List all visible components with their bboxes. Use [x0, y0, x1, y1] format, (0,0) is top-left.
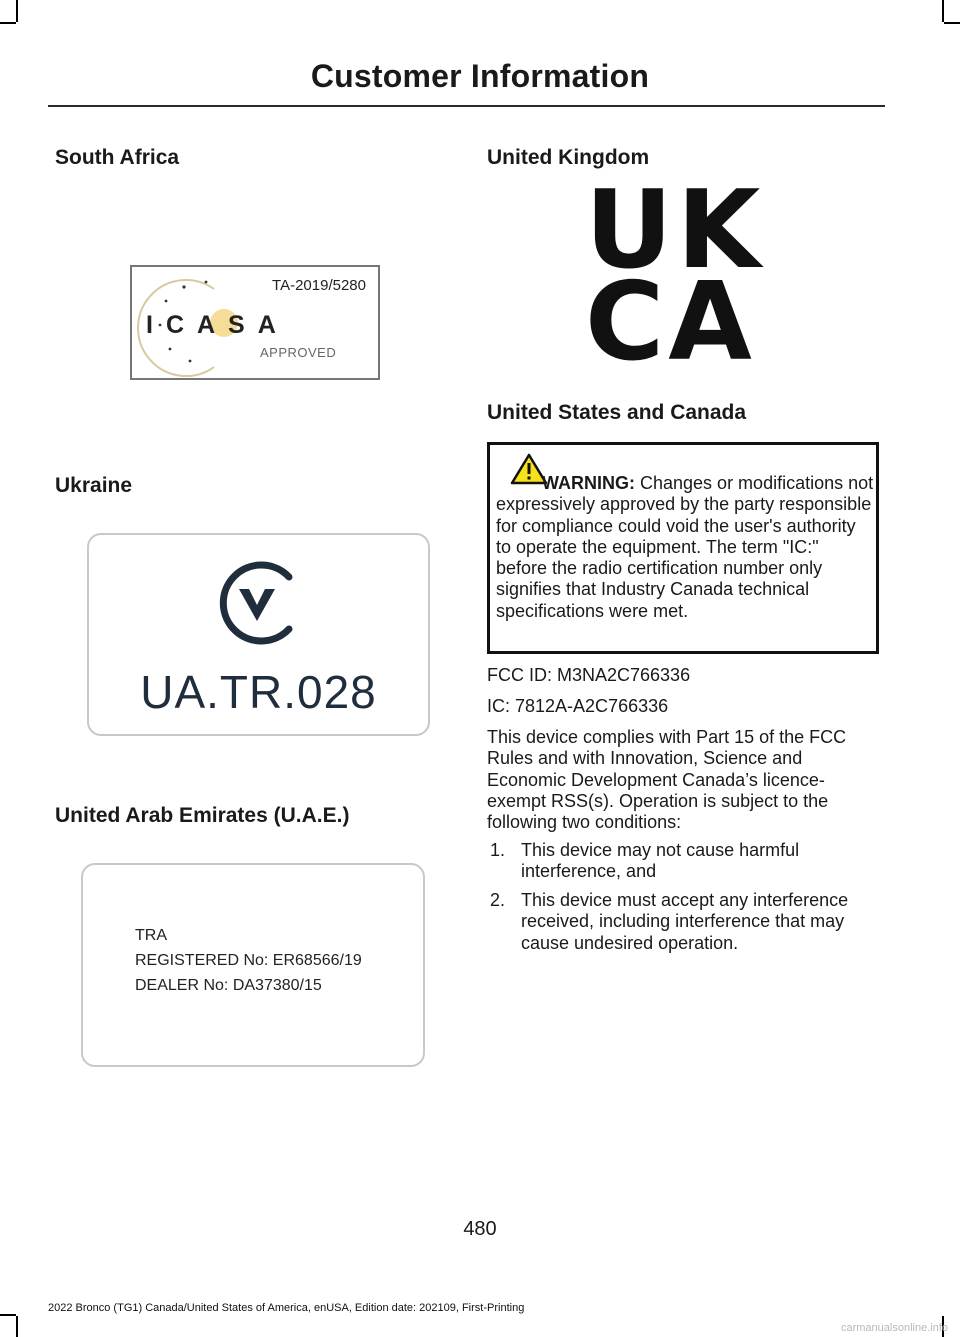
page-number: 480	[463, 1218, 497, 1240]
list-text: This device may not cause harmful interference, and	[521, 840, 800, 882]
compliance-statement: This device complies with Part 15 of the FCC Rules and with Innovation, Science and Economic Development Canada’s licence-exempt RSS(s). Operation is subject to the following two conditions:	[487, 727, 847, 833]
crop-mark	[944, 22, 960, 24]
heading-us-canada: United States and Canada	[487, 401, 747, 424]
crop-mark	[942, 0, 944, 22]
warning-text	[496, 473, 874, 622]
list-number: 2.	[490, 890, 506, 910]
heading-united-kingdom: United Kingdom	[487, 146, 650, 169]
title-rule	[48, 105, 885, 107]
fcc-id: FCC ID: M3NA2C766336	[487, 665, 691, 685]
ukraine-mark-label	[87, 533, 430, 736]
crop-mark	[0, 22, 16, 24]
heading-ukraine: Ukraine	[55, 474, 133, 497]
crop-mark	[16, 0, 18, 22]
ukca-mark	[585, 168, 785, 385]
footer-text: 2022 Bronco (TG1) Canada/United States of America, enUSA, Edition date: 202109, First-Printing	[48, 1302, 525, 1314]
heading-uae: United Arab Emirates (U.A.E.)	[55, 804, 350, 827]
crop-mark	[0, 1314, 16, 1316]
tra-line: TRA	[135, 927, 167, 944]
warning-box	[487, 442, 879, 654]
tra-line: REGISTERED No: ER68566/19	[135, 952, 362, 969]
warning-lead: WARNING:	[542, 473, 635, 493]
ic-number: IC: 7812A-A2C766336	[487, 696, 669, 716]
ukraine-conformity-icon	[209, 555, 305, 651]
icasa-approval-label	[130, 265, 380, 380]
list-text: This device must accept any interference received, including interference that may cause undesired operation.	[521, 890, 849, 953]
tra-line: DEALER No: DA37380/15	[135, 977, 322, 994]
ukca-line-1: UK	[585, 168, 765, 293]
icasa-letters: ICASA	[146, 311, 289, 339]
crop-mark	[16, 1316, 18, 1337]
ukca-line-2: CA	[585, 260, 756, 385]
list-number: 1.	[490, 840, 506, 860]
ukraine-mark-text: UA.TR.028	[140, 666, 377, 718]
tra-lines	[135, 923, 362, 998]
icasa-approved: APPROVED	[260, 345, 337, 360]
page-title: Customer Information	[310, 58, 650, 94]
warning-body: Changes or modifications not expressively approved by the party responsible for compliance could void the user's authority to operate the equipment. The term "IC:" before the radio certification number only signifies that Industry Canada technical specifications were met.	[496, 473, 874, 621]
icasa-number: TA-2019/5280	[272, 277, 366, 294]
uae-tra-label	[81, 863, 425, 1067]
heading-south-africa: South Africa	[55, 146, 180, 169]
watermark: carmanualsonline.info	[840, 1322, 948, 1334]
